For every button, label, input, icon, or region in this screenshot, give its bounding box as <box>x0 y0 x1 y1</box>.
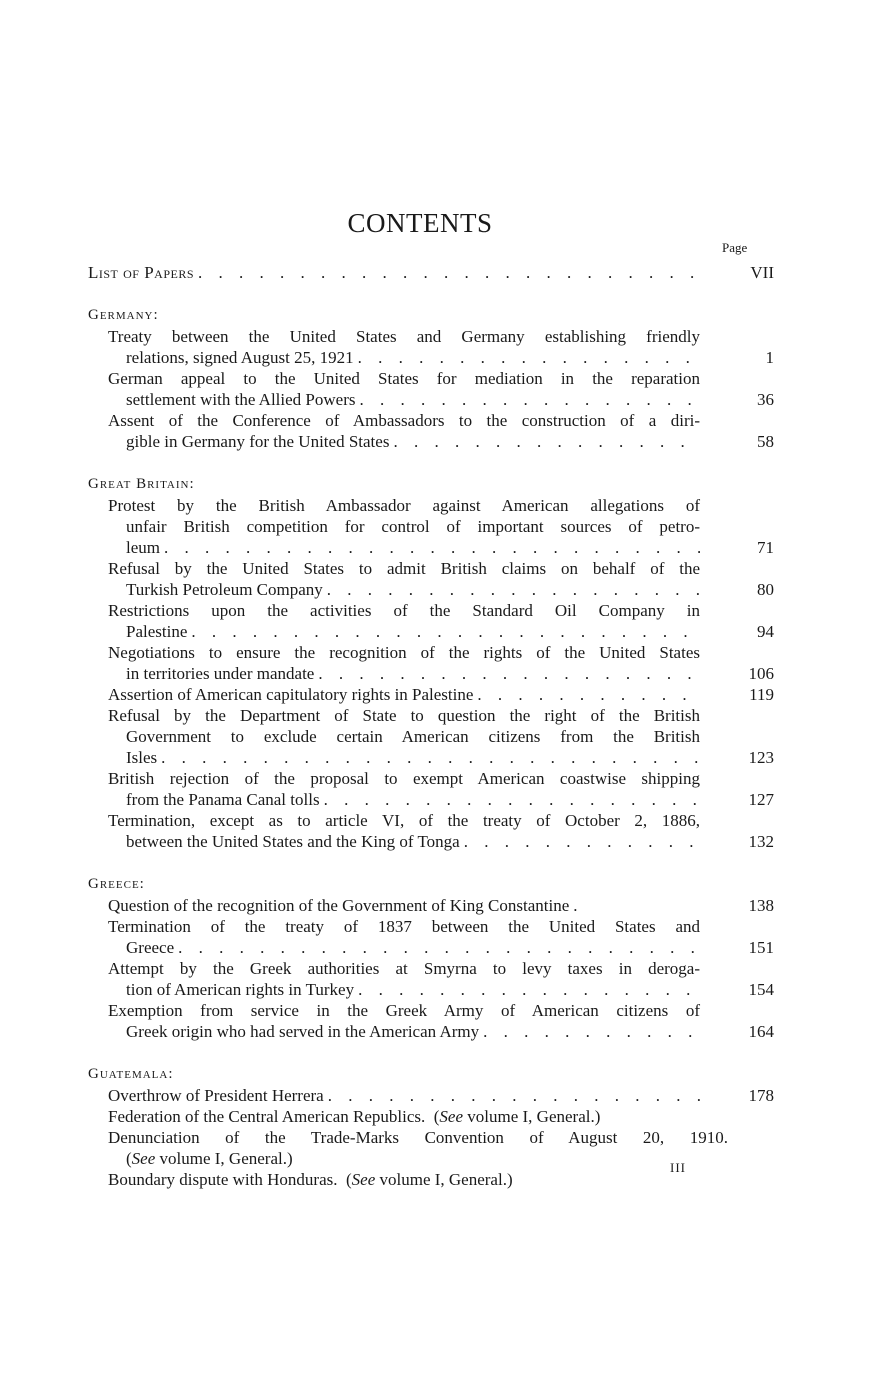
toc-page-number: 119 <box>749 685 774 704</box>
toc-entry[interactable] <box>88 368 778 410</box>
toc-entry-line: Treaty between the United States and Germany establishing friendly <box>108 327 700 346</box>
toc-entry-line: Isles <box>126 748 158 767</box>
section-heading-greece: Greece: <box>88 876 145 892</box>
toc-entry-line: unfair British competition for control of important sources of petro- <box>126 517 700 536</box>
leader-dots <box>573 895 583 916</box>
toc-cross-reference[interactable]: Boundary dispute with Honduras. (See volume I, General.) <box>108 1170 513 1189</box>
toc-page-number: 58 <box>757 432 774 451</box>
toc-entry[interactable] <box>88 958 778 1000</box>
toc-entry[interactable] <box>88 895 778 916</box>
leader-dots <box>324 789 700 810</box>
toc-entry-line: Negotiations to ensure the recognition of the rights of the United States <box>108 643 700 662</box>
toc-page-number: VII <box>750 263 774 282</box>
page-column-label: Page <box>722 240 748 255</box>
toc-page-number: 132 <box>748 832 774 851</box>
toc-page-number: 36 <box>757 390 774 409</box>
toc-entry-line: Exemption from service in the Greek Army of American citizens of <box>108 1001 700 1020</box>
toc-entry-line: Palestine <box>126 622 188 641</box>
toc-page-number: 154 <box>748 980 774 999</box>
cross-reference-target: volume I, General.) <box>159 1149 293 1168</box>
cross-reference-text: Boundary dispute with Honduras. <box>108 1170 338 1189</box>
toc-entry-line: Attempt by the Greek authorities at Smyrna to levy taxes in deroga- <box>108 959 700 978</box>
toc-entry-line: Termination of the treaty of 1837 between the United States and <box>108 917 700 936</box>
page-title: CONTENTS <box>347 208 493 238</box>
toc-page-number: 127 <box>748 790 774 809</box>
toc-page-number: 164 <box>748 1022 774 1041</box>
toc-entry-line: Assent of the Conference of Ambassadors to the construction of a diri- <box>108 411 700 430</box>
toc-entry[interactable] <box>88 558 778 600</box>
toc-page-number: 106 <box>748 664 774 683</box>
toc-entry[interactable] <box>88 326 778 368</box>
toc-entry-line: Overthrow of President Herrera <box>108 1086 324 1105</box>
toc-entry-line: in territories under mandate <box>126 664 315 683</box>
toc-page-number: 151 <box>748 938 774 957</box>
toc-entry-line: Protest by the British Ambassador against American allegations of <box>108 496 700 515</box>
toc-entry-line: leum <box>126 538 160 557</box>
toc-entry[interactable] <box>88 1085 778 1106</box>
footer-page-number: III <box>670 1160 686 1175</box>
toc-entry[interactable] <box>88 600 778 642</box>
toc-entry[interactable] <box>88 916 778 958</box>
leader-dots <box>464 831 700 852</box>
toc-entry-list-of-papers[interactable] <box>88 262 778 283</box>
see-label: See <box>351 1170 376 1189</box>
leader-dots <box>198 262 700 283</box>
toc-cross-reference[interactable]: Federation of the Central American Republics. (See volume I, General.) <box>108 1107 601 1126</box>
toc-entry-line: Greece <box>126 938 175 957</box>
toc-entry[interactable] <box>88 768 778 810</box>
toc-entry[interactable] <box>88 495 778 558</box>
toc-entry[interactable] <box>88 1000 778 1042</box>
toc-entry-line: Restrictions upon the activities of the Standard Oil Company in <box>108 601 700 620</box>
cross-reference-target: volume I, General.) <box>467 1107 601 1126</box>
cross-reference-target: volume I, General.) <box>379 1170 513 1189</box>
leader-dots <box>483 1021 700 1042</box>
leader-dots <box>164 537 700 558</box>
toc-entry-label: List of Papers <box>88 263 195 282</box>
leader-dots <box>178 937 700 958</box>
leader-dots <box>477 684 700 705</box>
toc-entry[interactable] <box>88 410 778 452</box>
leader-dots <box>318 663 700 684</box>
toc-entry-line: gible in Germany for the United States <box>126 432 390 451</box>
toc-entry-line: Refusal by the Department of State to question the right of the British <box>108 706 700 725</box>
toc-page-number: 138 <box>748 896 774 915</box>
toc-entry-line: German appeal to the United States for mediation in the reparation <box>108 369 700 388</box>
toc-entry[interactable] <box>88 705 778 768</box>
toc-entry[interactable] <box>88 684 778 705</box>
see-label: See <box>439 1107 464 1126</box>
toc-entry-line: Greek origin who had served in the American Army <box>126 1022 480 1041</box>
toc-page-number: 94 <box>757 622 774 641</box>
toc-entry-line: between the United States and the King of Tonga <box>126 832 460 851</box>
leader-dots <box>359 389 700 410</box>
leader-dots <box>358 979 700 1000</box>
toc-entry-line: Termination, except as to article VI, of the treaty of October 2, 1886, <box>108 811 700 830</box>
toc-page-number: 178 <box>748 1086 774 1105</box>
toc-page-number: 1 <box>765 348 774 367</box>
section-heading-germany: Germany: <box>88 307 159 323</box>
toc-entry-line: Refusal by the United States to admit British claims on behalf of the <box>108 559 700 578</box>
cross-reference-text: Denunciation of the Trade-Marks Convention of August 20, 1910. <box>108 1128 728 1147</box>
toc-entry-line: tion of American rights in Turkey <box>126 980 355 999</box>
toc-entry-line: Assertion of American capitulatory rights in Palestine <box>108 685 474 704</box>
toc-entry-line: settlement with the Allied Powers <box>126 390 356 409</box>
leader-dots <box>358 347 700 368</box>
cross-reference-text: Federation of the Central American Republics. <box>108 1107 426 1126</box>
toc-entry[interactable] <box>88 642 778 684</box>
toc-page-number: 80 <box>757 580 774 599</box>
toc-entry-line: from the Panama Canal tolls <box>126 790 320 809</box>
toc-page-number: 71 <box>757 538 774 557</box>
toc-entry-line: relations, signed August 25, 1921 <box>126 348 354 367</box>
toc-entry-line: Government to exclude certain American citizens from the British <box>126 727 700 746</box>
toc-page-number: 123 <box>748 748 774 767</box>
leader-dots <box>393 431 700 452</box>
section-heading-great-britain: Great Britain: <box>88 476 195 492</box>
table-of-contents <box>88 262 778 1190</box>
toc-entry[interactable] <box>88 810 778 852</box>
toc-entry-line: British rejection of the proposal to exempt American coastwise shipping <box>108 769 700 788</box>
leader-dots <box>328 1085 700 1106</box>
leader-dots <box>191 621 700 642</box>
toc-entry-line: Turkish Petroleum Company <box>126 580 323 599</box>
leader-dots <box>327 579 700 600</box>
section-heading-guatemala: Guatemala: <box>88 1066 174 1082</box>
see-label: See <box>131 1149 156 1168</box>
toc-entry-line: Question of the recognition of the Government of King Constantine <box>108 896 570 915</box>
toc-cross-reference[interactable]: Denunciation of the Trade-Marks Convention of August 20, 1910. (See volume I, General.) <box>88 1127 778 1169</box>
leader-dots <box>161 747 700 768</box>
